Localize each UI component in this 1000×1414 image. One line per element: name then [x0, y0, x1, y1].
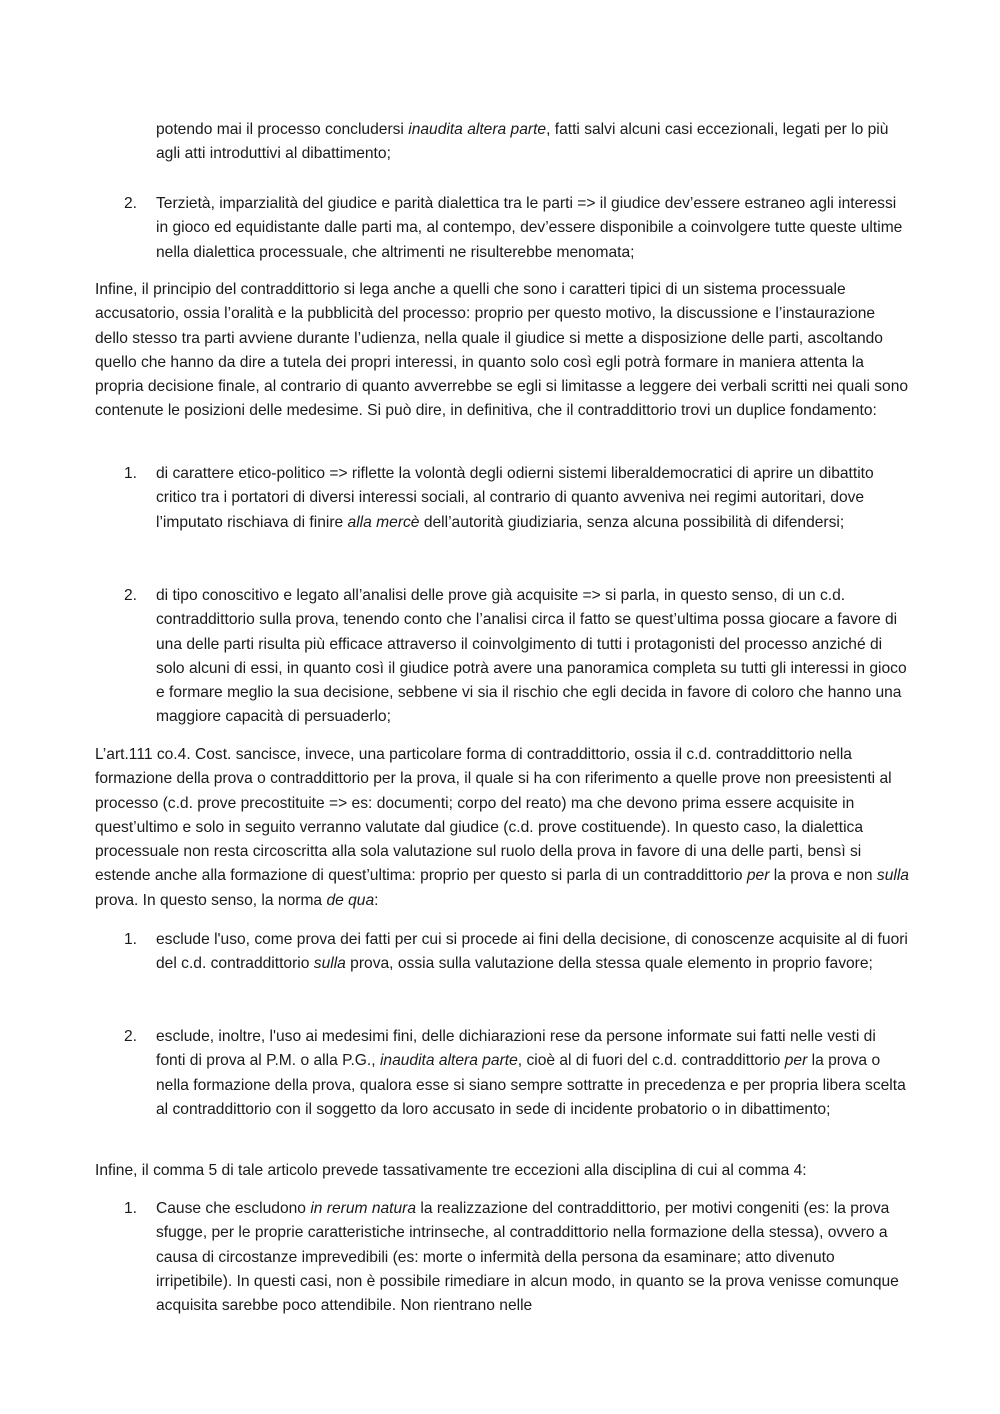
list-number: 1. [124, 931, 138, 948]
list-number: 1. [124, 1200, 138, 1217]
italic-phrase: per [746, 867, 770, 885]
text-segment: esclude l'uso, come prova dei fatti per cui si procede ai fini della decisione, di conoscenze acquisite al di fuori del c.d. contraddittorio [156, 931, 908, 973]
italic-phrase: alla mercè [347, 513, 420, 531]
italic-phrase: in rerum natura [310, 1200, 417, 1217]
list-number: 2. [124, 587, 138, 604]
text-segment: dell’autorità giudiziaria, senza alcuna possibilità di difendersi; [419, 513, 845, 531]
italic-phrase: de qua [326, 891, 375, 909]
list-number: 1. [124, 465, 138, 482]
italic-phrase: sulla [313, 955, 346, 973]
paragraph-comma5: Infine, il comma 5 di tale articolo prevede tassativamente tre eccezioni alla disciplina di cui al comma 4: [95, 1162, 807, 1179]
text-segment: prova, ossia sulla valutazione della stessa quale elemento in proprio favore; [345, 955, 873, 973]
list-number: 2. [124, 195, 138, 212]
paragraph-contraddittorio-accusatorio: Infine, il principio del contraddittorio si lega anche a quelli che sono i caratteri tipici di un sistema processuale accusatorio, ossia l’oralità e la pubblicità del processo: proprio per questo motivo, la discussione e l’instaurazione dello stesso tra parti avviene durante l’udienza, nella quale il giudice si mette a disposizione delle parti, ascoltando quello che hanno da dire a tutela dei propri interessi, in quanto solo così egli potrà formare in maniera attenta la propria decisione finale, al contrario di quanto avverrebbe se egli si limitasse a leggere dei verbali scritti nei quali sono contenute le posizioni delle medesime. Si può dire, in definitiva, che il contraddittorio trovi un duplice fondamento: [95, 281, 909, 420]
paragraph-art111 [95, 743, 910, 913]
list-item-conoscitivo: di tipo conoscitivo e legato all’analisi delle prove già acquisite => si parla, in questo senso, di un c.d. contraddittorio sulla prova, tenendo conto che l’analisi circa il fatto se quest’ultima possa giocare a favore di una delle parti risulta più efficace attraverso il coinvolgimento di tutti i protagonisti del processo anziché di solo alcuni di essi, in quanto così il giudice potrà avere una panoramica completa su tutti gli interessi in gioco e formare meglio la sua decisione, sebbene vi sia il rischio che egli decida in favore di coloro che hanno una maggiore capacità di persuaderlo; [156, 587, 907, 726]
list-item-esclude-dichiarazioni [156, 1025, 908, 1122]
intro-continuation [156, 118, 908, 167]
text-segment: di carattere etico-politico => riflette la volontà degli odierni sistemi liberaldemocratici di aprire un dibattito critico tra i portatori di diversi interessi sociali, al contrario di quanto avveniva nei regimi autoritari, dove l’imputato rischiava di finire [156, 465, 874, 531]
text-segment: , fatti salvi alcuni casi eccezionali, legati per lo più agli atti introduttivi al dibattimento; [156, 121, 889, 163]
italic-phrase: per [784, 1052, 808, 1070]
italic-phrase: inaudita altera parte [408, 121, 547, 138]
text-segment: la realizzazione del contraddittorio, per motivi congeniti (es: la prova sfugge, per le proprie caratteristiche intrinseche, al contraddittorio nella formazione della stessa), ovvero a causa di circostanze imprevedibili (es: morte o infermità della persona da esaminare; atto divenuto irripetibile). In questi casi, non è possibile rimediare in alcun modo, in quanto se la prova venisse comunque acquisita sarebbe poco attendibile. Non rientrano nelle [156, 1200, 899, 1315]
italic-phrase: sulla [876, 867, 909, 885]
text-segment: prova. In questo senso, la norma [95, 891, 327, 909]
text-segment: la prova o nella formazione della prova, qualora esse si siano sempre sottratte in precedenza e per propria libera scelta al contraddittorio con il soggetto da loro accusato in sede di incidente probatorio o in dibattimento; [156, 1052, 906, 1118]
text-segment: Cause che escludono [156, 1200, 311, 1217]
text-segment: L’art.111 co.4. Cost. sancisce, invece, una particolare forma di contraddittorio, ossia il c.d. contraddittorio nella formazione della prova o contraddittorio per la prova, il quale si ha con riferimento a quelle prove non preesistenti al processo (c.d. prove precostituite => es: documenti; corpo del reato) ma che devono prima essere acquisite in quest’ultimo e solo in seguito verranno valutate dal giudice (c.d. prove costituende). In questo caso, la dialettica processuale non resta circoscritta alla sola valutazione sul ruolo della prova in favore di una delle parti, bensì si estende anche alla formazione di quest’ultima: proprio per questo si parla di un contraddittorio [95, 746, 892, 885]
text-segment: esclude, inoltre, l'uso ai medesimi fini, delle dichiarazioni rese da persone informate sui fatti nelle vesti di fonti di prova al P.M. o alla P.G., [156, 1028, 876, 1070]
text-segment: , cioè al di fuori del c.d. contraddittorio [517, 1052, 785, 1070]
list-number: 2. [124, 1028, 138, 1045]
text-segment: potendo mai il processo concludersi [156, 121, 409, 138]
text-segment: la prova e non [769, 867, 877, 885]
text-segment: : [374, 891, 379, 909]
list-item-esclude-uso [156, 928, 908, 977]
italic-phrase: inaudita altera parte [379, 1052, 518, 1070]
list-item-cause-escludono [156, 1197, 908, 1318]
list-item-terzieta: Terzietà, imparzialità del giudice e parità dialettica tra le parti => il giudice dev’essere estraneo agli interessi in gioco ed equidistante dalle parti ma, al contempo, dev’essere disponibile a coinvolgere tutte queste ultime nella dialettica processuale, che altrimenti ne risulterebbe menomata; [156, 195, 903, 261]
list-item-etico-politico [156, 462, 908, 535]
